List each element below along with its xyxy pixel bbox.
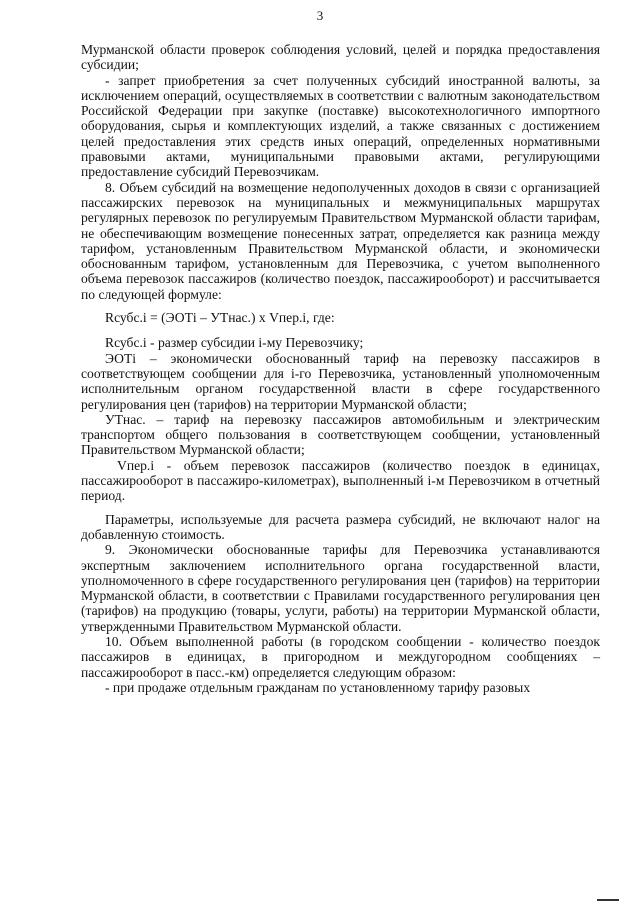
paragraph-sale-start: - при продаже отдельным гражданам по установленному тарифу разовых [105,679,531,695]
page-number: 3 [316,8,324,23]
paragraph-currency-ban: - запрет приобретения за счет полученных субсидий иностранной валюты, за исключением операций, осуществляемых в соответствии с валютным законодательством Российской Федерации при закупке (поставке) высокотехнологичного импортного оборудования, сырья и комплектующих изделий, а также связанных с достижением целей предоставления этих средств иных операций, определенных нормативными правовыми актами, муниципальными правовыми актами, регулирующими предоставление субсидий Перевозчикам. [81,72,600,180]
paragraph-vat-note: Параметры, используемые для расчета размера субсидий, не включают налог на добавленную стоимость. [81,511,600,542]
definition-utnas: УТнас. – тариф на перевозку пассажиров автомобильным и электрическим транспортом общего пользования в соответствующем сообщении, установленный Правительством Мурманской области; [81,411,600,458]
definition-eot: ЭОТi – экономически обоснованный тариф на перевозку пассажиров в соответствующем сообщении для i-го Перевозчика, установленный уполномоченным исполнительным органом государственной власти в сфере государственного регулирования цен (тарифов) на территории Мурманской области; [81,350,600,412]
scan-mark [597,899,619,901]
paragraph-10: 10. Объем выполненной работы (в городском сообщении - количество поездок пассажиров в единицах, в пригородном и междугородном сообщениях – пассажирооборот в пасс.-км) определяется следующим образом: [81,633,600,680]
paragraph-continuation: Мурманской области проверок соблюдения условий, целей и порядка предоставления субсидии; [81,42,600,73]
paragraph-8: 8. Объем субсидий на возмещение недополученных доходов в связи с организацией пассажирских перевозок на муниципальных и межмуниципальных маршрутах регулярных перевозок по регулируемым Правительством Мурманской области тарифам, не обеспечивающим возмещение понесенных затрат, определяется как разница между тарифом, установленным Правительством Мурманской области, и экономически обоснованным тарифом, установленным для Перевозчика, с учетом выполненного объема перевозок пассажиров (количество поездок, пассажирооборот) и рассчитывается по следующей формуле: [81,179,600,302]
paragraph-9: 9. Экономически обоснованные тарифы для Перевозчика устанавливаются экспертным заключением исполнительного органа государственной власти, уполномоченного в сфере государственного регулирования цен (тарифов) на территории Мурманской области, в соответствии с Правилами государственного регулирования цен (тарифов) на продукцию (товары, услуги, работы) на территории Мурманской области, утвержденными Правительством Мурманской области. [81,542,600,634]
subsidy-formula: Rсубс.i = (ЭОТi – УТнас.) х Vпер.i, где: [105,310,335,326]
definition-rsubs: Rсубс.i - размер субсидии i-му Перевозчику; [105,335,364,351]
definition-vper: Vпер.i - объем перевозок пассажиров (количество поездок в единицах, пассажирооборот в пассажиро-километрах), выполненный i-м Перевозчиком в отчетный период. [81,457,600,504]
document-body [81,42,600,695]
